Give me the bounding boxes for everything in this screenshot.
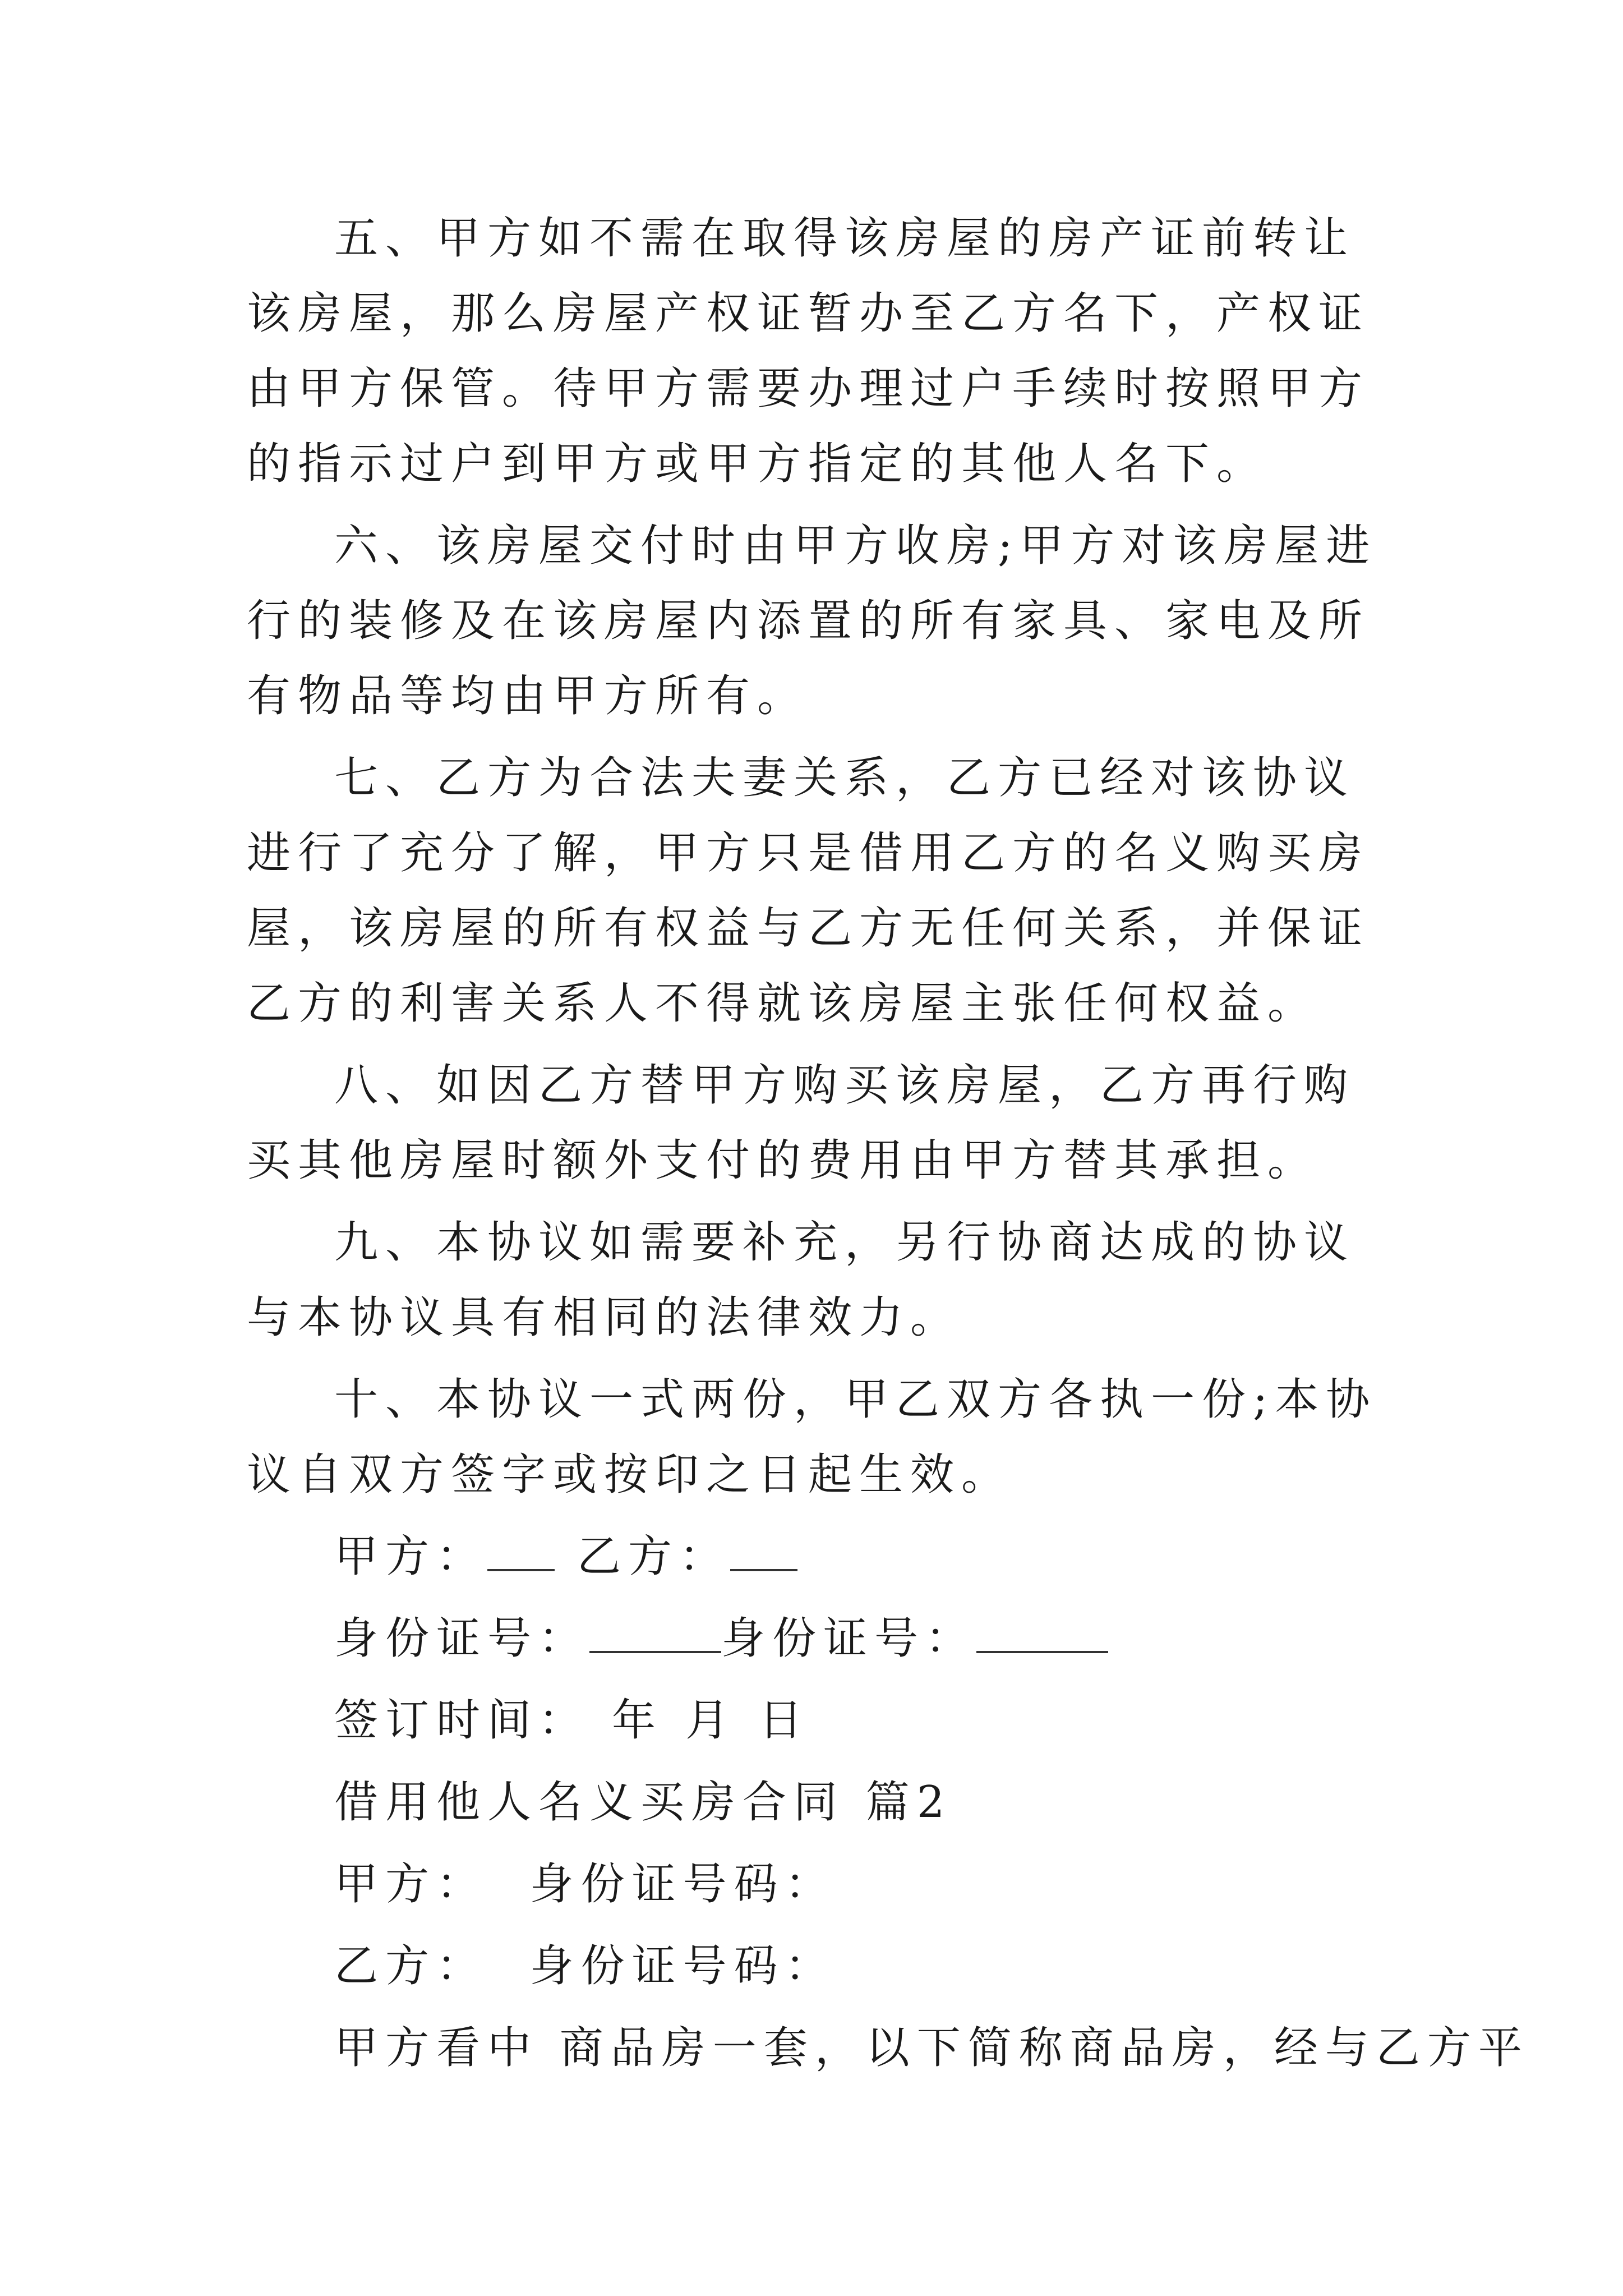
clause-9: 九、本协议如需要补充，另行协商达成的协议与本协议具有相同的法律效力。 bbox=[247, 1217, 1355, 1343]
date-label: 签订时间： bbox=[334, 1695, 590, 1746]
clause-10: 十、本协议一式两份，甲乙双方各执一份;本协议自双方签字或按印之日起生效。 bbox=[247, 1374, 1377, 1500]
party-a-label: 甲方： bbox=[334, 1531, 488, 1582]
signature-id-line bbox=[247, 1601, 1385, 1676]
id-a-blank bbox=[589, 1612, 721, 1653]
clause-7: 七、乙方为合法夫妻关系，乙方已经对该协议进行了充分了解，甲方只是借用乙方的名义购买房屋，该房屋的所有权益与乙方无任何关系，并保证乙方的利害关系人不得就该房屋主张任何权益。 bbox=[247, 753, 1370, 1029]
party-b-blank bbox=[730, 1530, 797, 1571]
signing-date-line bbox=[247, 1683, 1385, 1758]
date-year: 年 bbox=[612, 1695, 663, 1746]
clause-6: 六、该房屋交付时由甲方收房;甲方对该房屋进行的装修及在该房屋内添置的所有家具、家电及所有物品等均由甲方所有。 bbox=[247, 521, 1377, 721]
section-2-heading: 借用他人名义买房合同 篇2 bbox=[334, 1777, 952, 1828]
document-body bbox=[247, 201, 1529, 2092]
section-2-intro: 甲方看中 商品房一套，以下简称商品房，经与乙方平 bbox=[334, 2023, 1529, 2073]
clause-5: 五、甲方如不需在取得该房屋的房产证前转让该房屋，那么房屋产权证暂办至乙方名下，产权证由甲方保管。待甲方需要办理过户手续时按照甲方的指示过户到甲方或甲方指定的其他人名下。 bbox=[247, 213, 1370, 489]
date-month: 月 bbox=[685, 1695, 737, 1746]
section-2-party-a: 甲方： 身份证号码： bbox=[334, 1859, 836, 1910]
id-label-b: 身份证号： bbox=[721, 1613, 977, 1664]
party-a-blank bbox=[487, 1530, 555, 1571]
section-2-party-b: 乙方： 身份证号码： bbox=[334, 1941, 836, 1991]
signature-parties-line bbox=[247, 1519, 1385, 1594]
party-b-label: 乙方： bbox=[577, 1531, 731, 1582]
id-b-blank bbox=[976, 1612, 1108, 1653]
clause-8: 八、如因乙方替甲方购买该房屋，乙方再行购买其他房屋时额外支付的费用由甲方替其承担。 bbox=[247, 1060, 1355, 1186]
date-day: 日 bbox=[759, 1695, 810, 1746]
id-label-a: 身份证号： bbox=[334, 1613, 590, 1664]
